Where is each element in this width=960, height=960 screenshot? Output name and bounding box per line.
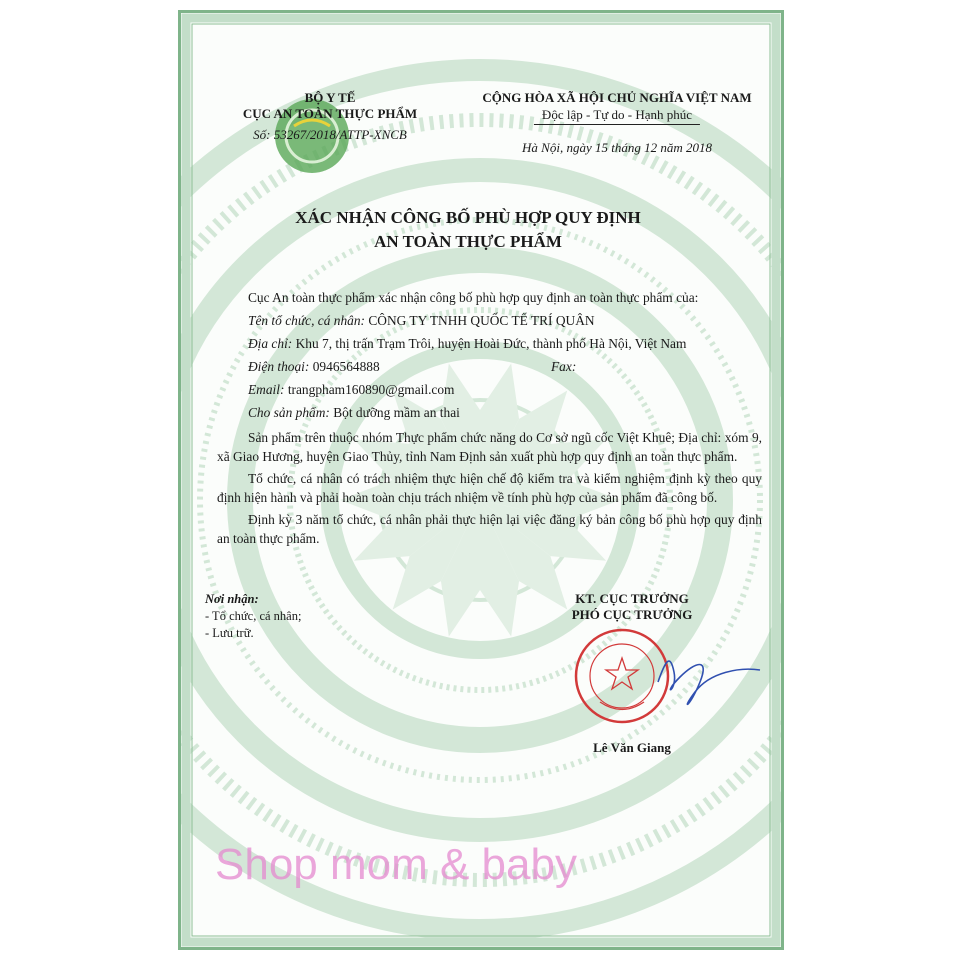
- phone-row: [248, 359, 380, 375]
- watermark-text: Shop mom & baby: [215, 840, 577, 889]
- national-motto: Độc lập - Tự do - Hạnh phúc: [534, 107, 700, 125]
- issue-date: Hà Nội, ngày 15 tháng 12 năm 2018: [522, 140, 712, 155]
- org-label: Tên tổ chức, cá nhân:: [248, 313, 366, 328]
- org-value: CÔNG TY TNHH QUỐC TẾ TRÍ QUÂN: [368, 313, 595, 328]
- signer-title-1: KT. CỤC TRƯỞNG: [575, 591, 689, 606]
- address-row: [248, 336, 686, 352]
- intro-text: Cục An toàn thực phẩm xác nhận công bố phù hợp quy định an toàn thực phẩm của:: [248, 290, 699, 305]
- address-label: Địa chỉ:: [248, 336, 293, 351]
- signer-title-2: PHÓ CỤC TRƯỞNG: [571, 607, 693, 622]
- product-row: [248, 405, 460, 421]
- fax-label: Fax:: [551, 359, 577, 374]
- email-value: trangpham160890@gmail.com: [287, 382, 455, 397]
- signer-name: Lê Văn Giang: [593, 740, 671, 755]
- org-row: [248, 313, 595, 329]
- product-label: Cho sản phẩm:: [248, 405, 330, 420]
- phone-label: Điện thoại:: [248, 359, 310, 374]
- address-value: Khu 7, thị trấn Trạm Trôi, huyện Hoài Đức, thành phố Hà Nội, Việt Nam: [295, 336, 687, 351]
- signature-scribble: [658, 661, 760, 704]
- recipients-label: Nơi nhận:: [205, 592, 259, 606]
- document-title-line2: AN TOÀN THỰC PHẨM: [374, 232, 562, 251]
- paragraph-responsibility: Tổ chức, cá nhân có trách nhiệm thực hiện chế độ kiểm tra và kiểm nghiệm định kỳ theo quy định hiện hành và phải hoàn toàn chịu trách nhiệm về tính phù hợp của sản phẩm đã công bố.: [217, 471, 762, 505]
- document-number: Số: 53267/2018/ATTP-XNCB: [253, 127, 407, 142]
- document-title-line1: XÁC NHẬN CÔNG BỐ PHÙ HỢP QUY ĐỊNH: [295, 208, 641, 227]
- recipient-item: - Lưu trữ.: [205, 626, 254, 640]
- body-paragraphs: [217, 428, 762, 548]
- agency-name: CỤC AN TOÀN THỰC PHẨM: [242, 106, 418, 121]
- ministry-name: BỘ Y TẾ: [304, 90, 356, 105]
- email-row: [248, 382, 454, 398]
- recipient-item: - Tổ chức, cá nhân;: [205, 609, 302, 623]
- email-label: Email:: [248, 382, 285, 397]
- paragraph-producer: Sản phẩm trên thuộc nhóm Thực phẩm chức năng do Cơ sở ngũ cốc Việt Khuê; Địa chỉ: xóm 9, xã Giao Hương, huyện Giao Thủy, tỉnh Nam Định sản xuất phù hợp quy định an toàn thực phẩm.: [217, 430, 762, 464]
- phone-value: 0946564888: [312, 359, 380, 374]
- country-name: CỘNG HÒA XÃ HỘI CHỦ NGHĨA VIỆT NAM: [482, 90, 752, 105]
- product-value: Bột dưỡng mầm an thai: [333, 405, 460, 420]
- official-stamp: [570, 624, 770, 730]
- paragraph-renewal: Định kỳ 3 năm tổ chức, cá nhân phải thực hiện lại việc đăng ký bản công bố phù hợp quy định an toàn thực phẩm.: [217, 512, 762, 546]
